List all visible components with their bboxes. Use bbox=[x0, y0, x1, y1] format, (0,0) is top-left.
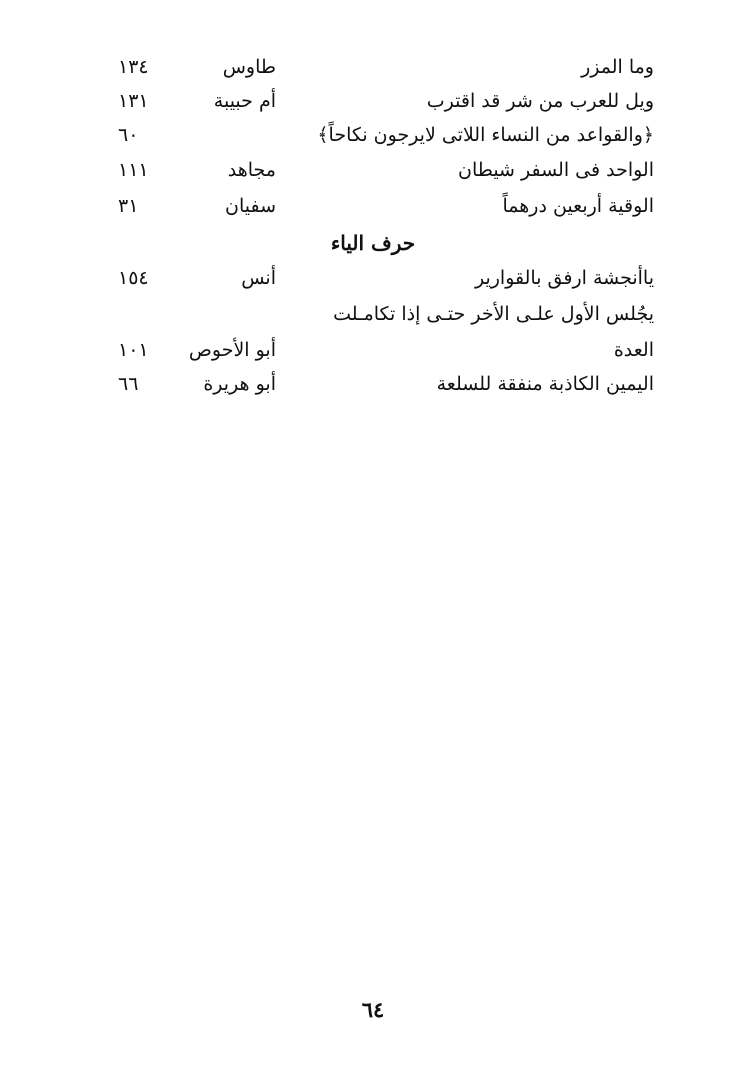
index-entry bbox=[0, 88, 746, 122]
entry-page-number: ١١١ bbox=[118, 159, 149, 181]
entry-narrator: أنس bbox=[241, 267, 276, 289]
entry-page-number: ٦٠ bbox=[118, 124, 139, 146]
entry-phrase: العدة bbox=[613, 339, 654, 361]
index-entry bbox=[0, 193, 746, 227]
entry-narrator: سفيان bbox=[224, 195, 276, 217]
entry-page-number: ١٥٤ bbox=[118, 267, 149, 289]
entry-phrase: اليمين الكاذبة منفقة للسلعة bbox=[436, 373, 654, 395]
entry-page-number: ١٠١ bbox=[118, 339, 149, 361]
entry-phrase: يجُلس الأول علـى الأخر حتـى إذا تكامـلت bbox=[333, 303, 654, 325]
index-entry bbox=[0, 301, 746, 335]
entry-narrator: أبو الأحوص bbox=[188, 339, 276, 361]
index-entry bbox=[0, 122, 746, 156]
entry-narrator: أبو هريرة bbox=[203, 373, 276, 395]
entry-page-number: ٦٦ bbox=[118, 373, 139, 395]
index-entry bbox=[0, 337, 746, 371]
entry-page-number: ١٣١ bbox=[118, 90, 149, 112]
index-entry bbox=[0, 265, 746, 299]
section-heading: حرف الياء bbox=[330, 231, 416, 255]
entry-narrator: مجاهد bbox=[227, 159, 276, 181]
entry-phrase: ياأنجشة ارفق بالقوارير bbox=[474, 267, 654, 289]
page-number: ٦٤ bbox=[361, 997, 385, 1022]
entry-page-number: ٣١ bbox=[118, 195, 139, 217]
index-entry bbox=[0, 371, 746, 405]
entry-phrase: ﴿والقواعد من النساء اللاتى لايرجون نكاحاً﴾ bbox=[317, 124, 654, 146]
entry-phrase: وما المزر bbox=[581, 56, 654, 78]
entry-narrator: طاوس bbox=[222, 56, 276, 78]
entry-phrase: ويل للعرب من شر قد اقترب bbox=[426, 90, 654, 112]
entry-narrator: أم حبيبة bbox=[213, 90, 276, 112]
entry-phrase: الواحد فى السفر شيطان bbox=[457, 159, 654, 181]
entry-phrase: الوقية أربعين درهماً bbox=[502, 195, 654, 217]
index-entry bbox=[0, 157, 746, 191]
entry-page-number: ١٣٤ bbox=[118, 56, 149, 78]
index-entry bbox=[0, 54, 746, 88]
